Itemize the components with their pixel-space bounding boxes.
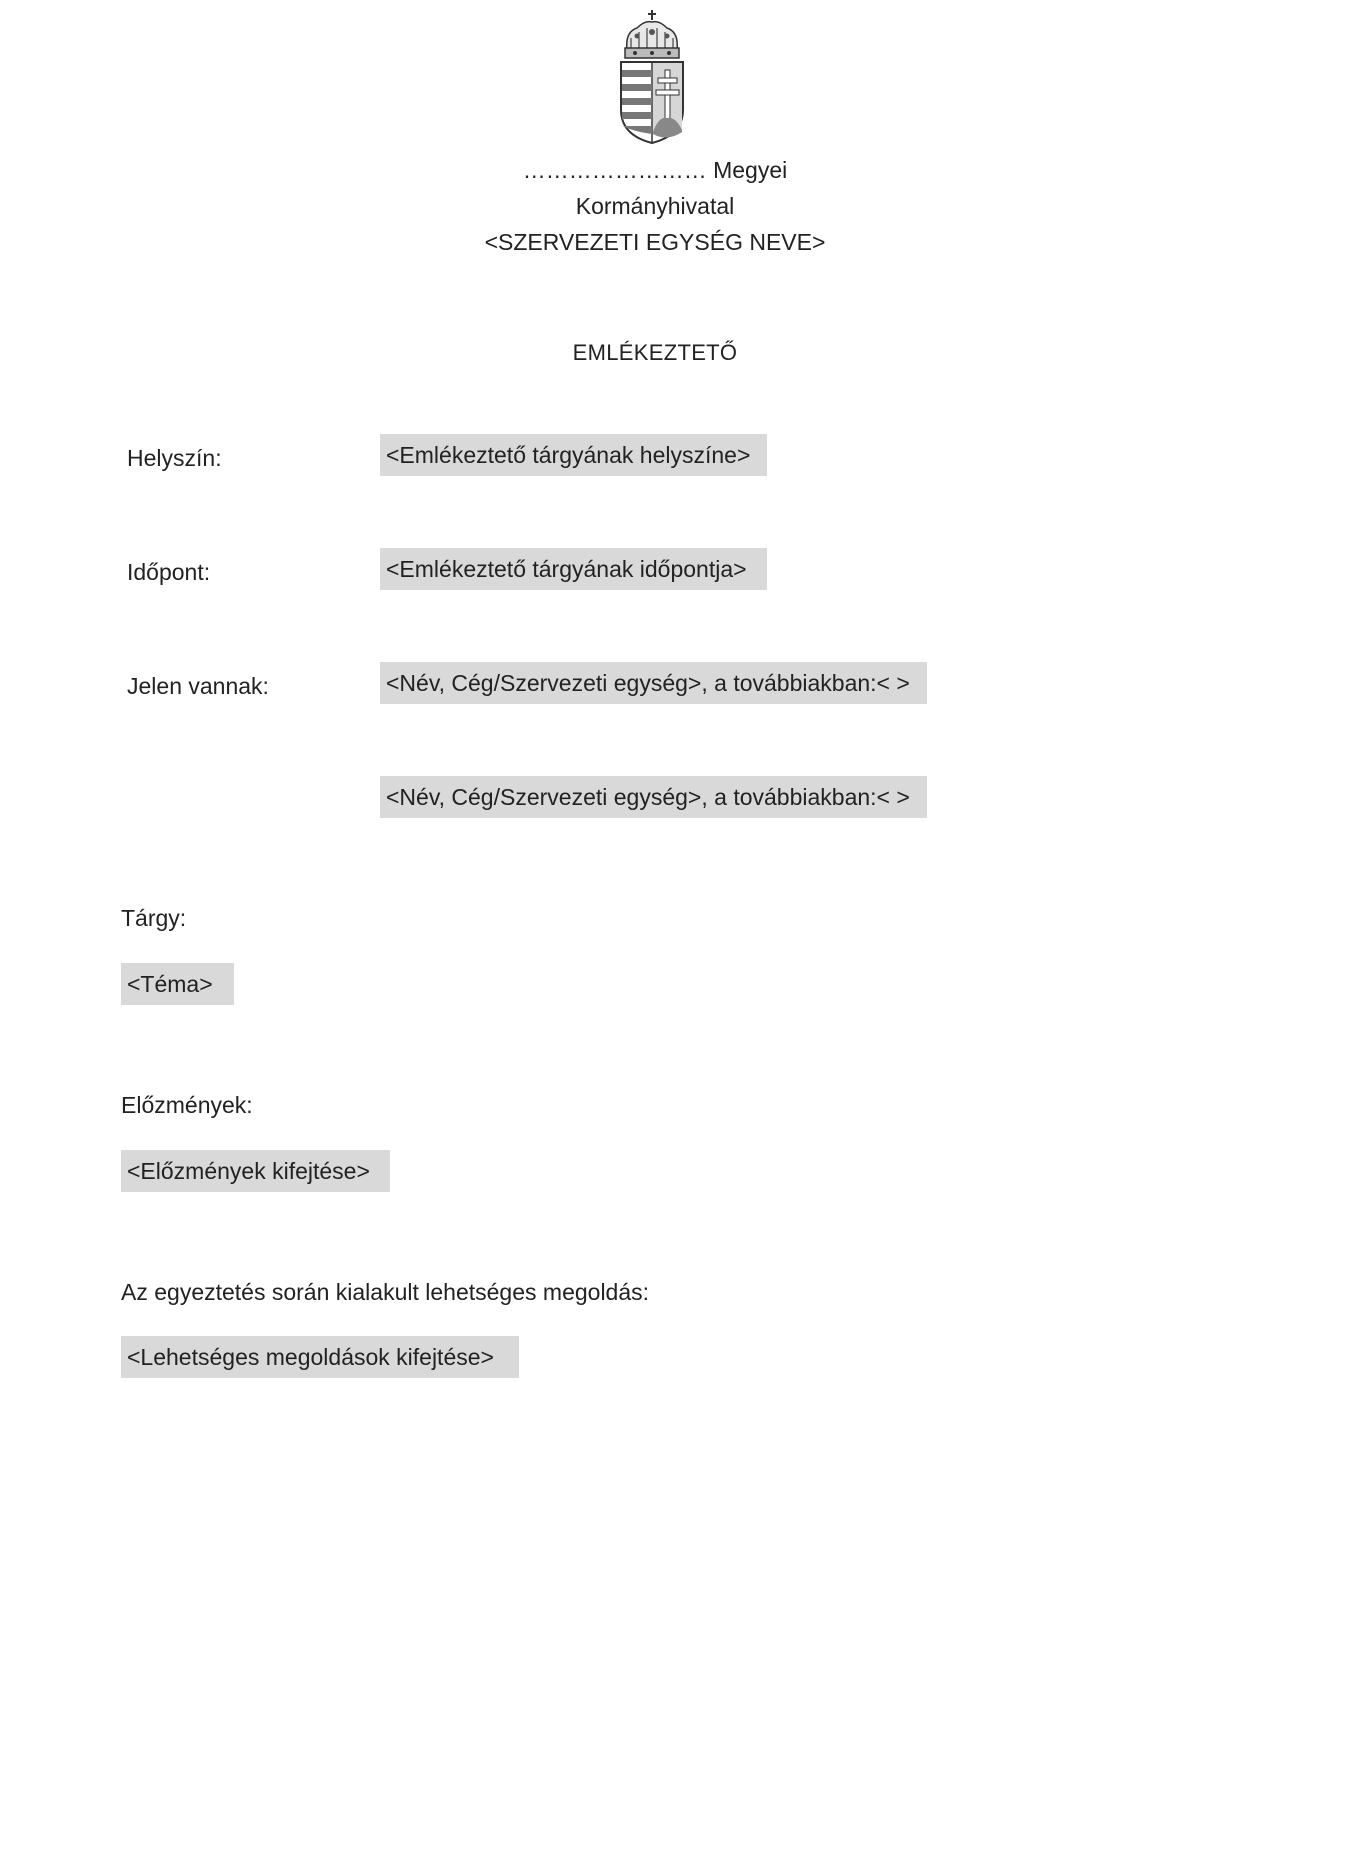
background-label: Előzmények: [121, 1092, 253, 1118]
county-line: …………………… Megyei [522, 157, 788, 183]
time-label: Időpont: [127, 559, 211, 585]
document-title: EMLÉKEZTETŐ [572, 340, 738, 365]
subject-field[interactable]: <Téma> [121, 963, 234, 1005]
location-field[interactable]: <Emlékeztető tárgyának helyszíne> [380, 434, 767, 476]
office-line: Kormányhivatal [575, 193, 735, 219]
unit-line: <SZERVEZETI EGYSÉG NEVE> [484, 229, 826, 255]
present-field-1[interactable]: <Név, Cég/Szervezeti egység>, a továbbiakban:< > [380, 662, 927, 704]
location-label: Helyszín: [127, 445, 222, 471]
solution-field[interactable]: <Lehetséges megoldások kifejtése> [121, 1336, 519, 1378]
background-field[interactable]: <Előzmények kifejtése> [121, 1150, 390, 1192]
coat-of-arms-icon [617, 10, 687, 145]
subject-label: Tárgy: [121, 905, 187, 931]
solution-label: Az egyeztetés során kialakult lehetséges megoldás: [121, 1279, 650, 1305]
present-field-2[interactable]: <Név, Cég/Szervezeti egység>, a továbbiakban:< > [380, 776, 927, 818]
present-label: Jelen vannak: [127, 673, 269, 699]
time-field[interactable]: <Emlékeztető tárgyának időpontja> [380, 548, 767, 590]
